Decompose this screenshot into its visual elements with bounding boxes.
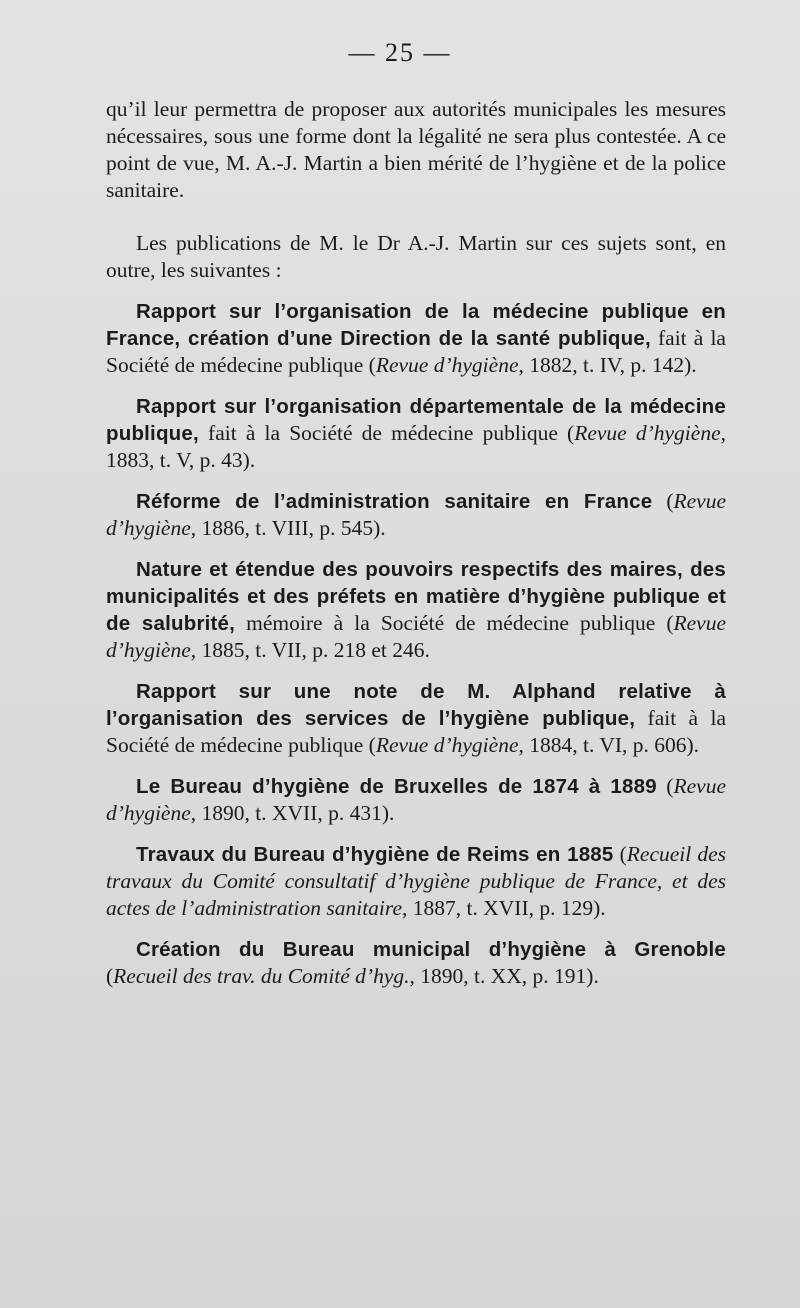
publication-title: Rapport sur une note de M. Alphand relative à l’organisation des services de l’hygiène publique, [106, 680, 726, 730]
publication-entry [106, 841, 726, 922]
publication-ref: , 1884, t. VI, p. 606). [518, 733, 700, 757]
publication-text: ( [652, 489, 674, 513]
publication-ref: , 1882, t. IV, p. 142). [518, 353, 697, 377]
publication-source: Revue d’hygiène [574, 421, 721, 445]
intro-paragraph: qu’il leur permettra de proposer aux autorités municipales les mesures nécessaires, sous une forme dont la légalité ne sera plus contestée. A ce point de vue, M. A.-J. Martin a bien mérité de l’hygiène et de la police sanitaire. [106, 97, 726, 202]
publication-text: fait à la Société de médecine publique ( [198, 421, 575, 445]
publication-title: Rapport sur l’organisation départementale de la médecine publique, [106, 395, 726, 445]
publication-title: Création du Bureau municipal d’hygiène à Grenoble [136, 938, 726, 961]
publication-title: Nature et étendue des pouvoirs respectifs des maires, des municipalités et des préfets en matière d’hygiène publique et de salubrité, [106, 558, 726, 635]
publication-text: ( [106, 964, 114, 988]
publication-title: Réforme de l’administration sanitaire en France [136, 490, 653, 513]
page-body [106, 96, 726, 990]
publication-entry [106, 773, 726, 827]
publication-source: Revue d’hygiène [106, 774, 726, 825]
publication-title: Travaux du Bureau d’hygiène de Reims en 1885 [136, 843, 614, 866]
publication-text: mémoire à la Société de médecine publique ( [235, 611, 674, 635]
publication-entry [106, 556, 726, 664]
publication-ref: , 1886, t. VIII, p. 545). [190, 516, 386, 540]
publication-entry [106, 488, 726, 542]
publications-intro: Les publications de M. le Dr A.-J. Martin sur ces sujets sont, en outre, les suivantes : [106, 231, 726, 282]
publication-source: Recueil des trav. du Comité d’hyg. [113, 964, 410, 988]
publication-entry [106, 393, 726, 474]
publication-ref: , 1883, t. V, p. 43). [106, 421, 726, 472]
publication-source: Revue d’hygiène [106, 611, 726, 662]
publication-text: fait à la Société de médecine publique ( [106, 326, 726, 377]
publication-title: Le Bureau d’hygiène de Bruxelles de 1874 à 1889 [136, 775, 657, 798]
publication-title: Rapport sur l’organisation de la médecine publique en France, création d’une Direction de la santé publique, [106, 300, 726, 350]
publication-text: fait à la Société de médecine publique ( [106, 706, 726, 757]
publication-source: Revue d’hygiène [375, 733, 519, 757]
publication-ref: , 1887, t. XVII, p. 129). [402, 896, 606, 920]
page-number: — 25 — [348, 38, 452, 67]
publication-entry [106, 678, 726, 759]
publication-source: Recueil des travaux du Comité consultatif d’hygiène publique de France, et des actes de l’administration sanitaire [106, 842, 726, 920]
publication-source: Revue d’hygiène [375, 353, 519, 377]
publication-ref: , 1890, t. XX, p. 191). [409, 964, 599, 988]
publication-ref: , 1890, t. XVII, p. 431). [190, 801, 395, 825]
publication-text: ( [656, 774, 674, 798]
publication-entry [106, 298, 726, 379]
publication-source: Revue d’hygiène [106, 489, 726, 540]
publication-ref: , 1885, t. VII, p. 218 et 246. [190, 638, 430, 662]
publication-text: ( [613, 842, 627, 866]
publication-entry [106, 936, 726, 990]
